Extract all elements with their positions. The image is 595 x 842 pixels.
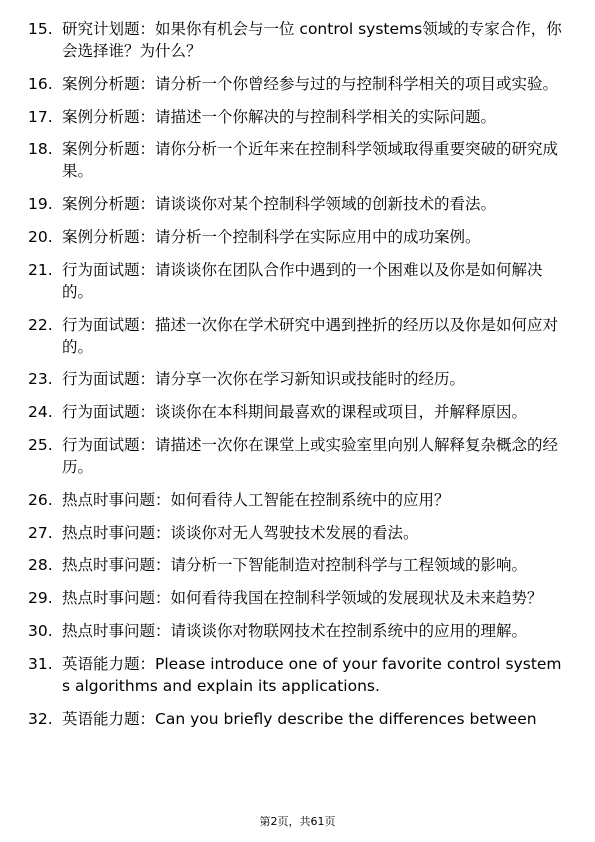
question-text: 行为面试题：请谈谈你在团队合作中遇到的一个困难以及你是如何解决的。 <box>62 260 543 301</box>
question-item <box>28 554 563 576</box>
question-item <box>28 138 563 182</box>
question-text: 案例分析题：请谈谈你对某个控制科学领域的创新技术的看法。 <box>62 195 497 214</box>
question-item <box>28 193 563 215</box>
question-number: 21. <box>28 260 53 279</box>
question-text: 热点时事问题：请谈谈你对物联网技术在控制系统中的应用的理解。 <box>62 621 528 640</box>
question-number: 27. <box>28 523 53 542</box>
question-item <box>28 522 563 544</box>
question-number: 28. <box>28 556 53 575</box>
question-item <box>28 489 563 511</box>
page-number-label: 第2页，共61页 <box>259 815 336 828</box>
question-item <box>28 434 563 478</box>
question-text: 热点时事问题：请分析一下智能制造对控制科学与工程领域的影响。 <box>62 556 528 575</box>
question-text: 热点时事问题：谈谈你对无人驾驶技术发展的看法。 <box>62 523 419 542</box>
question-text: 行为面试题：请描述一次你在课堂上或实验室里向别人解释复杂概念的经历。 <box>62 435 559 476</box>
question-number: 15. <box>28 20 53 38</box>
question-number: 24. <box>28 403 53 422</box>
question-item <box>28 620 563 642</box>
question-item <box>28 106 563 128</box>
question-number: 17. <box>28 107 53 126</box>
question-item <box>28 18 563 62</box>
question-item <box>28 226 563 248</box>
question-text: 行为面试题：谈谈你在本科期间最喜欢的课程或项目，并解释原因。 <box>62 403 528 422</box>
question-text: 案例分析题：请分析一个控制科学在实际应用中的成功案例。 <box>62 227 481 246</box>
question-text: 英语能力题：Please introduce one of your favorite control systems algorithms and explain its applications. <box>62 654 562 695</box>
question-number: 29. <box>28 589 53 608</box>
question-text: 案例分析题：请你分析一个近年来在控制科学领域取得重要突破的研究成果。 <box>62 140 559 181</box>
question-number: 26. <box>28 490 53 509</box>
question-number: 19. <box>28 195 53 214</box>
question-text: 案例分析题：请分析一个你曾经参与过的与控制科学相关的项目或实验。 <box>62 74 559 93</box>
question-text: 研究计划题：如果你有机会与一位 control systems领域的专家合作，你会选择谁？为什么？ <box>62 20 562 60</box>
question-item <box>28 401 563 423</box>
question-item <box>28 653 563 697</box>
question-item <box>28 368 563 390</box>
page-footer <box>0 815 595 829</box>
question-text: 行为面试题：请分享一次你在学习新知识或技能时的经历。 <box>62 370 466 389</box>
question-item <box>28 259 563 303</box>
question-item <box>28 708 563 730</box>
question-number: 16. <box>28 74 53 93</box>
question-item <box>28 314 563 358</box>
question-item <box>28 587 563 609</box>
question-text: 热点时事问题：如何看待人工智能在控制系统中的应用？ <box>62 490 450 509</box>
question-list <box>28 18 563 740</box>
question-number: 30. <box>28 621 53 640</box>
question-number: 31. <box>28 654 53 673</box>
question-number: 20. <box>28 227 53 246</box>
question-text: 案例分析题：请描述一个你解决的与控制科学相关的实际问题。 <box>62 107 497 126</box>
question-item <box>28 73 563 95</box>
question-number: 18. <box>28 140 53 159</box>
question-number: 32. <box>28 709 53 728</box>
question-text: 行为面试题：描述一次你在学术研究中遇到挫折的经历以及你是如何应对的。 <box>62 315 559 356</box>
question-text: 热点时事问题：如何看待我国在控制科学领域的发展现状及未来趋势？ <box>62 589 543 608</box>
question-number: 22. <box>28 315 53 334</box>
question-number: 23. <box>28 370 53 389</box>
question-text: 英语能力题：Can you briefly describe the differences between <box>62 709 537 728</box>
question-number: 25. <box>28 435 53 454</box>
